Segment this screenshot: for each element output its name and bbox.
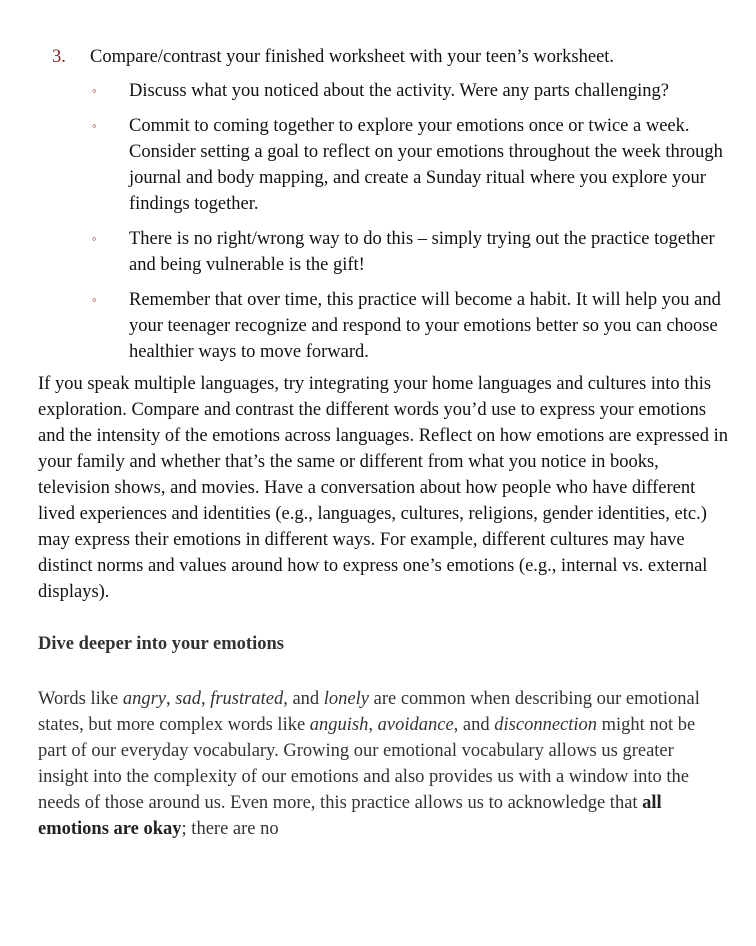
bullet-item	[38, 287, 728, 365]
text-run: are common when describing our emotional states, but more complex words like	[38, 689, 700, 735]
text-run: ,	[368, 715, 378, 735]
emphasis-word: angry	[122, 689, 167, 709]
emphasis-word: frustrated	[210, 689, 284, 709]
step-text: Compare/contrast your finished worksheet with your teen’s worksheet.	[90, 47, 615, 67]
languages-paragraph: If you speak multiple languages, try integrating your home languages and cultures into this exploration. Compare and contrast the different words you’d use to express your emotions and the intensity of the emotions across languages. Reflect on how emotions are expressed in your family and whether that’s the same or different from what you notice in books, television shows, and movies. Have a conversation about how people who have different lived experiences and identities (e.g., languages, cultures, religions, gender identities, etc.) may express their emotions in different ways. For example, different cultures may have distinct norms and values around how to express one’s emotions (e.g., internal vs. external displays).	[38, 374, 728, 602]
emphasis-word: sad	[175, 689, 201, 709]
emphasis-word: lonely	[323, 689, 369, 709]
emphasis-word: avoidance	[377, 715, 454, 735]
text-run: , and	[453, 715, 495, 735]
text-run: ,	[166, 689, 176, 709]
section-heading: Dive deeper into your emotions	[38, 634, 284, 654]
bullet-item	[38, 78, 728, 104]
bullet-circle-icon: ◦	[92, 231, 97, 246]
text-run: ; there are no	[181, 819, 279, 839]
deeper-paragraph	[38, 686, 728, 842]
step-number: 3.	[52, 47, 66, 67]
bold-phrase: all emotions are okay	[38, 793, 662, 839]
bullet-circle-icon: ◦	[92, 118, 97, 133]
text-run: ,	[200, 689, 211, 709]
emphasis-word: disconnection	[494, 715, 598, 735]
bullet-text: Discuss what you noticed about the activity. Were any parts challenging?	[129, 81, 669, 101]
emphasis-word: anguish	[309, 715, 369, 735]
bullet-text: Remember that over time, this practice will become a habit. It will help you and your teenager recognize and respond to your emotions better so you can choose healthier ways to move forward.	[129, 290, 721, 362]
text-run: Words like	[38, 689, 123, 709]
bullet-circle-icon: ◦	[92, 292, 97, 307]
text-run: might not be part of our everyday vocabulary. Growing our emotional vocabulary allows us greater insight into the complexity of our emotions and also provides us with a window into the needs of those around us. Even more, this practice allows us to acknowledge that	[38, 715, 696, 813]
step-3	[52, 44, 728, 70]
bullet-text: Commit to coming together to explore your emotions once or twice a week. Consider setting a goal to reflect on your emotions throughout the week through journal and body mapping, and create a Sunday ritual where you explore your findings together.	[129, 116, 723, 214]
step-3-bullet-list	[38, 78, 728, 365]
bullet-text: There is no right/wrong way to do this – simply trying out the practice together and being vulnerable is the gift!	[129, 229, 715, 275]
bullet-item	[38, 113, 728, 217]
bullet-item	[38, 226, 728, 278]
bullet-circle-icon: ◦	[92, 83, 97, 98]
text-run: , and	[283, 689, 324, 709]
document-page	[38, 44, 728, 842]
